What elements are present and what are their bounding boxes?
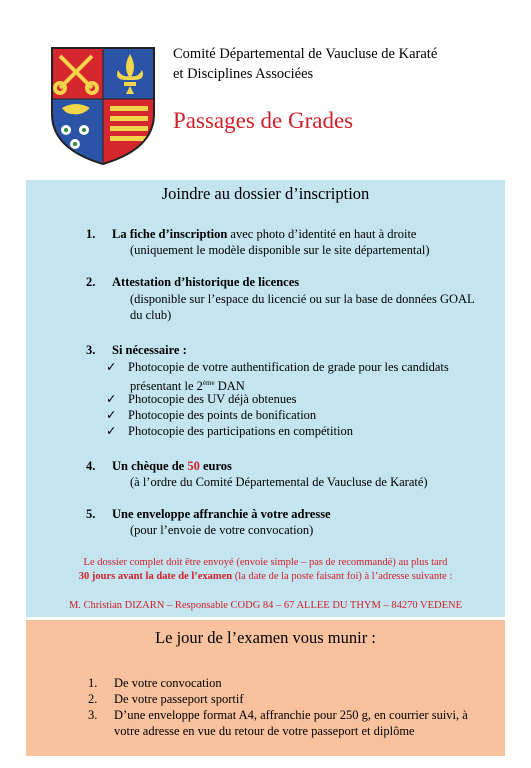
item-4-title-b: euros bbox=[199, 459, 232, 473]
checkmark-icon: ✓ bbox=[106, 408, 117, 422]
item-2-sub-2: du club) bbox=[130, 308, 172, 322]
organization-name bbox=[173, 44, 437, 84]
exam-item-3-cont: votre adresse en vue du retour de votre passeport et diplôme bbox=[114, 724, 415, 738]
check-item-2-text: Photocopie des UV déjà obtenues bbox=[128, 392, 297, 406]
exam-item-3-number: 3. bbox=[88, 708, 98, 722]
item-1-text: avec photo d’identité en haut à droite bbox=[227, 227, 417, 241]
exam-item-1 bbox=[88, 675, 222, 691]
exam-item-1-text: De votre convocation bbox=[114, 676, 222, 690]
mailing-address: M. Christian DIZARN – Responsable CODG 84 – 67 ALLEE DU THYM – 84270 VEDENE bbox=[68, 600, 463, 611]
item-4-title-a: Un chèque de bbox=[112, 459, 188, 473]
check-item-2 bbox=[106, 391, 297, 407]
exam-item-3-text: D’une enveloppe format A4, affranchie pour 250 g, en courrier suivi, à bbox=[114, 708, 468, 722]
exam-section bbox=[26, 620, 505, 756]
item-1-sub: (uniquement le modèle disponible sur le site départemental) bbox=[130, 243, 430, 257]
check-item-1 bbox=[106, 359, 449, 375]
notice-deadline: 30 jours avant la date de l’examen bbox=[78, 571, 233, 582]
exam-item-2-text: De votre passeport sportif bbox=[114, 692, 244, 706]
check-item-1-text: Photocopie de votre authentification de grade pour les candidats bbox=[128, 360, 449, 374]
checkmark-icon: ✓ bbox=[106, 392, 117, 406]
org-line-2: et Disciplines Associées bbox=[173, 66, 314, 82]
item-3-title: Si nécessaire : bbox=[112, 343, 187, 357]
dossier-heading: Joindre au dossier d’inscription bbox=[161, 184, 370, 203]
item-5-sub: (pour l’envoie de votre convocation) bbox=[130, 523, 314, 537]
item-1-title: La fiche d’inscription bbox=[112, 227, 228, 241]
checkmark-icon: ✓ bbox=[106, 360, 117, 374]
item-5-line bbox=[112, 506, 331, 522]
dossier-section bbox=[26, 180, 505, 617]
check-item-4 bbox=[106, 423, 353, 439]
check-item-1-cont-b: DAN bbox=[214, 379, 245, 394]
item-3-number: 3. bbox=[86, 343, 96, 357]
vaucluse-crest-logo bbox=[48, 44, 158, 166]
item-3-line bbox=[112, 342, 187, 358]
item-4-number: 4. bbox=[86, 459, 96, 473]
item-5-title: Une enveloppe affranchie à votre adresse bbox=[112, 507, 331, 521]
item-2-title: Attestation d’historique de licences bbox=[112, 275, 300, 289]
notice-line-2-text: (la date de la poste faisant foi) à l’adresse suivante : bbox=[232, 571, 453, 582]
check-item-1-sup: ème bbox=[202, 379, 215, 387]
item-4-amount: 50 bbox=[187, 459, 200, 473]
check-item-3-text: Photocopie des points de bonification bbox=[128, 408, 317, 422]
item-4-sub: (à l’ordre du Comité Départemental de Vaucluse de Karaté) bbox=[130, 475, 428, 489]
item-2-sub-1: (disponible sur l’espace du licencié ou sur la base de données GOAL bbox=[130, 292, 475, 306]
item-2-line bbox=[112, 274, 299, 290]
item-1-number: 1. bbox=[86, 227, 96, 241]
item-1-line bbox=[112, 226, 416, 242]
item-4-line bbox=[112, 458, 232, 474]
page-title: Passages de Grades bbox=[173, 108, 354, 133]
check-item-3 bbox=[106, 407, 316, 423]
check-item-4-text: Photocopie des participations en compétition bbox=[128, 424, 353, 438]
exam-item-2-number: 2. bbox=[88, 692, 98, 706]
item-5-number: 5. bbox=[86, 507, 96, 521]
item-2-number: 2. bbox=[86, 275, 96, 289]
check-item-1-cont-a: présentant le 2 bbox=[130, 379, 203, 394]
exam-heading: Le jour de l’examen vous munir : bbox=[155, 628, 376, 647]
notice-line-1: Le dossier complet doit être envoyé (envoie simple – pas de recommandé) au plus tard bbox=[83, 557, 448, 568]
exam-item-3 bbox=[88, 707, 468, 723]
exam-item-1-number: 1. bbox=[88, 676, 98, 690]
org-line-1: Comité Départemental de Vaucluse de Karaté bbox=[173, 46, 438, 62]
exam-item-2 bbox=[88, 691, 243, 707]
checkmark-icon: ✓ bbox=[106, 424, 117, 438]
notice-line-2 bbox=[26, 570, 505, 584]
